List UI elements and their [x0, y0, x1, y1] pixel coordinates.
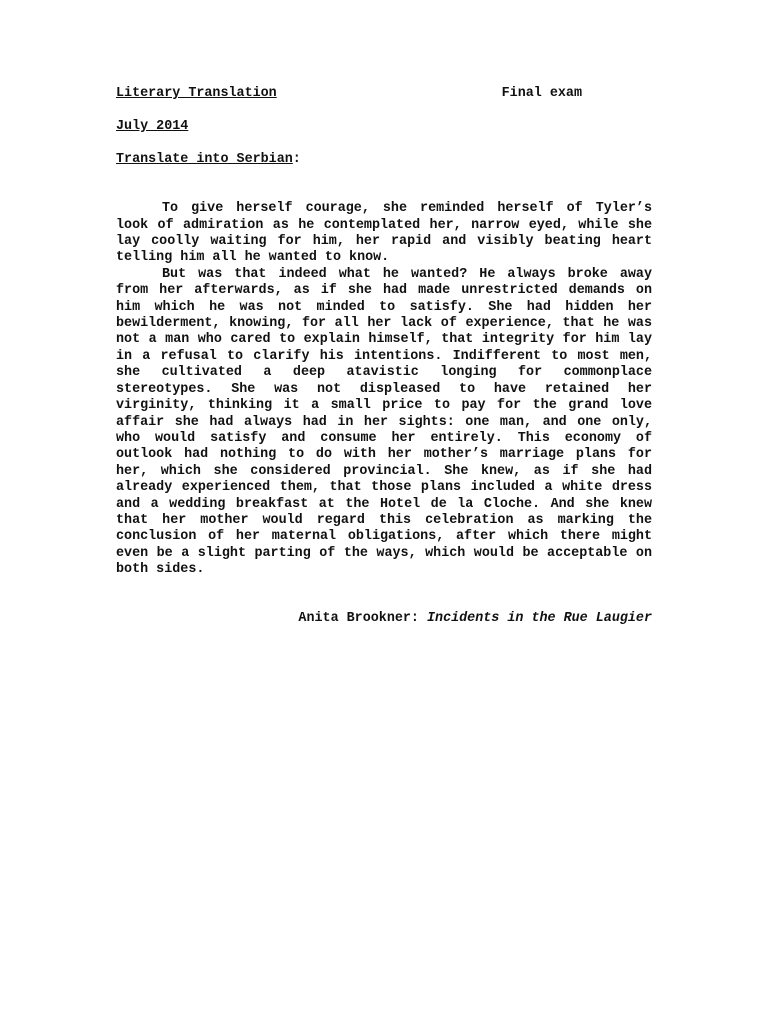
passage-paragraph-2: But was that indeed what he wanted? He always broke away from her afterwards, as if she had made unrestricted demands on him which he was not minded to satisfy. She had hidden her bewilderment, knowing, for all her lack of experience, that he was not a man who cared to explain himself, that integrity for him lay in a refusal to clarify his intentions. Indifferent to most men, she cultivated a deep atavistic longing for commonplace stereotypes. She was not displeased to have retained her virginity, thinking it a small price to pay for the grand love affair she had always had in her sights: one man, and one only, who would satisfy and consume her entirely. This economy of outlook had nothing to do with her mother’s marriage plans for her, which she considered provincial. She knew, as if she had already experienced them, that those plans included a white dress and a wedding breakfast at the Hotel de la Cloche. And she knew that her mother would regard this celebration as marking the conclusion of her maternal obligations, after which there might even be a slight parting of the ways, which would be acceptable on both sides. [116, 266, 652, 578]
attribution-book-title: Incidents in the Rue Laugier [427, 610, 652, 626]
header-row [116, 86, 652, 102]
course-title: Literary Translation [116, 86, 277, 101]
exam-date-text: July 2014 [116, 118, 189, 134]
source-attribution [116, 611, 652, 627]
translation-instruction [116, 152, 652, 168]
attribution-author: Anita Brookner: [298, 610, 427, 626]
document-content [116, 86, 652, 640]
instruction-text: Translate into Serbian [116, 151, 293, 167]
passage-paragraph-1: To give herself courage, she reminded herself of Tyler’s look of admiration as he contemplated her, narrow eyed, while she lay coolly waiting for him, her rapid and visibly beating heart telling him all he wanted to know. [116, 201, 652, 266]
instruction-colon: : [292, 151, 301, 167]
source-passage [116, 201, 652, 578]
exam-date [116, 119, 652, 135]
exam-label: Final exam [501, 86, 582, 101]
